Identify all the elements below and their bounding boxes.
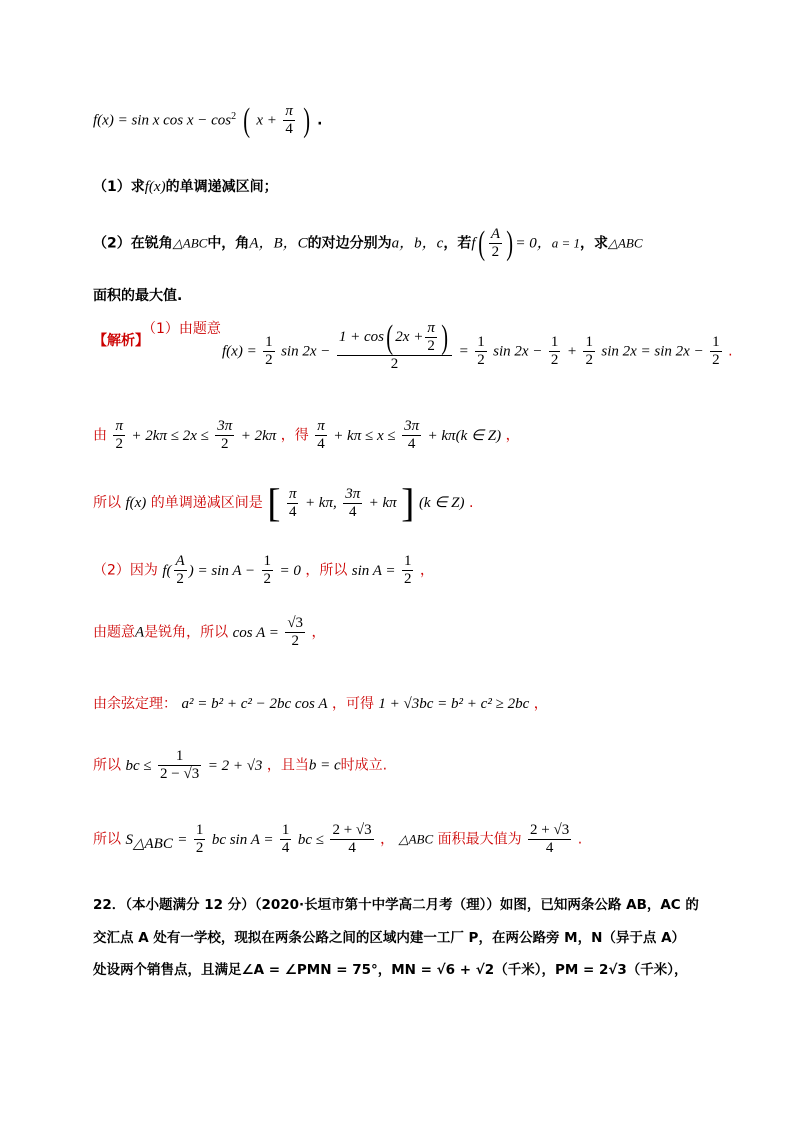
solution-step-2: 由 $\frac{\pi}{2}$ + 2kπ ≤ 2x ≤ $\frac{3\pi}{2}$ + 2kπ ，得 $\frac{\pi}{4}$ + kπ ≤ x ≤ $\frac{3\pi}{4}$ + kπ(k ∈ Z) ，	[93, 418, 520, 452]
solution-step-5: 由题意A是锐角，所以 cos A = $\frac{√3}{2}$ ，	[93, 615, 326, 649]
solution-step-3: 所以 f(x) 的单调递减区间是 [ $\frac{\pi}{4}$ + kπ, $\frac{3\pi}{4}$ + kπ ] (k ∈ Z) .	[93, 480, 474, 525]
question-1: （1）求f(x)的单调递减区间；	[93, 179, 278, 195]
problem-22-line-2: 交汇点 A 处有一学校，现拟在两条公路之间的区域内建一工厂 P，在两公路旁 M，N（异于点 A）	[93, 930, 686, 946]
solution-step-1: 【解析】（1）由题意	[93, 321, 221, 349]
solution-equation-1: f(x) = $\frac{1}{2}$ sin 2x − 1 + cos( 2x + $\frac{\pi}{2}$ ) 2 = $\frac{1}{2}$ sin 2x − $\frac{1}{2}$ + $\frac{1}{2}$ sin 2x = sin 2x − $\frac{1}{2}$ .	[222, 318, 733, 372]
question-2: （2）在锐角△ABC中，角A，B，C的对边分别为a，b，c，若f( $\frac{A}{2}$ ) = 0，a = 1，求△ABC	[93, 224, 643, 262]
function-lead: f(x) = sin x cos x − cos	[93, 112, 232, 129]
problem-22-line-3: 处设两个销售点，且满足∠A = ∠PMN = 75°，MN = √6 + √2（千米），PM = 2√3（千米），	[93, 962, 688, 978]
solution-step-4: （2）因为 f( $\frac{A}{2}$ ) = sin A − $\frac{1}{2}$ = 0 ，所以 sin A = $\frac{1}{2}$ ，	[93, 553, 434, 587]
solution-step-6: 由余弦定理： a² = b² + c² − 2bc cos A ，可得 1 + √3bc = b² + c² ≥ 2bc ，	[93, 696, 548, 712]
solution-tag: 【解析】	[93, 333, 149, 349]
solution-step-7: 所以 bc ≤ $\frac{1}{2 - √3}$ = 2 + √3 ，且当b = c时成立.	[93, 748, 388, 782]
solution-step-8: 所以 $S_{\triangle ABC}$ = $\frac{1}{2}$ bc sin A = $\frac{1}{4}$ bc ≤ $\frac{2 + √3}{4}$ ， △ABC 面积最大值为 $\frac{2 + √3}{4}$ .	[93, 822, 583, 856]
question-2-line2: 面积的最大值.	[93, 288, 183, 304]
function-definition: f(x) = sin x $\cos x - \cos^2$ ( x + $\frac{\pi}{4}$ ) .	[93, 101, 323, 139]
problem-22-line-1: 22．（本小题满分 12 分）（2020·长垣市第十中学高二月考（理））如图，已知两条公路 AB，AC 的	[93, 897, 699, 913]
